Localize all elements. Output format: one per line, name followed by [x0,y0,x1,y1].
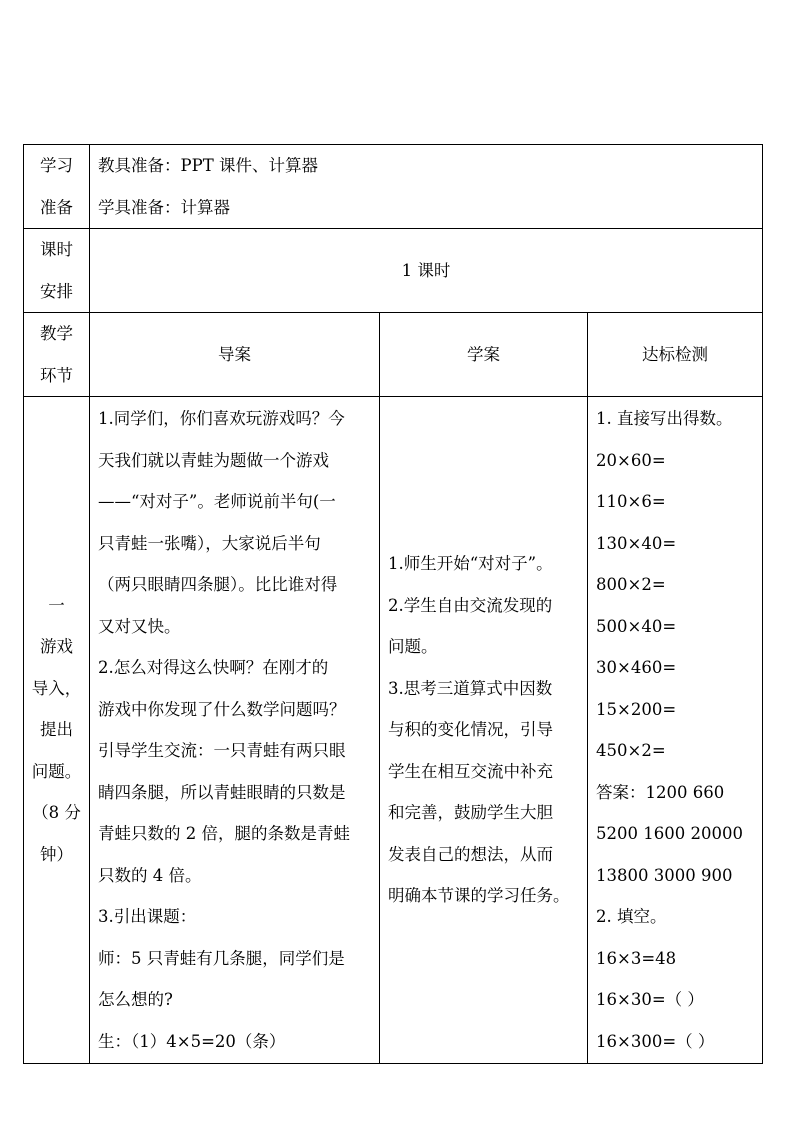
prep-content-cell [90,145,763,229]
stage1-guide-cell [90,397,380,1064]
guide-line: 只数的 4 倍。 [98,865,202,885]
column-header-guide [90,313,380,397]
guide-line: ——“对对子”。老师说前半句(一 [98,492,336,511]
learn-line: 发表自己的想法，从而 [388,844,553,864]
schedule-label-line-2: 安排 [40,281,73,301]
guide-line: 引导学生交流：一只青蛙有两只眼 [98,741,346,760]
column-header-check [588,313,763,397]
stage1-check-cell [588,397,763,1064]
stage1-label-cell [24,397,90,1064]
teacher-materials: 教具准备：PPT 课件、计算器 [98,156,318,175]
prep-label-line-1: 学习 [40,156,73,175]
guide-line: 生：（1）4×5=20（条） [98,1031,286,1051]
check-line: 13800 3000 900 [596,865,733,885]
check-line: 1. 直接写出得数。 [596,409,733,428]
schedule-label-line-1: 课时 [40,240,73,259]
header-row [24,313,763,397]
column-header-guide-text: 导案 [218,344,251,364]
learn-line: 学生在相互交流中补充 [388,761,553,781]
stage1-label-line-7: 钟） [40,844,73,864]
check-line: 答案：1200 660 [596,782,725,802]
learn-line: 与积的变化情况，引导 [388,720,553,740]
header-label-line-1: 教学 [40,324,73,343]
learn-line: 3.思考三道算式中因数 [388,678,553,698]
check-line: 5200 1600 20000 [596,824,743,843]
guide-line: 只青蛙一张嘴），大家说后半句 [98,533,321,553]
prep-label-line-2: 准备 [40,197,73,217]
guide-line: 天我们就以青蛙为题做一个游戏 [98,450,329,470]
check-line: 800×2= [596,575,666,594]
guide-line: 师：5 只青蛙有几条腿，同学们是 [98,948,345,968]
check-line: 450×2= [596,741,666,760]
learn-line: 和完善，鼓励学生大胆 [388,803,553,823]
learn-line: 明确本节课的学习任务。 [388,886,570,906]
guide-line: 睛四条腿，所以青蛙眼睛的只数是 [98,782,346,802]
guide-line: 游戏中你发现了什么数学问题吗？ [98,699,346,719]
check-line: 500×40= [596,616,677,636]
learn-line: 1.师生开始“对对子”。 [388,554,553,574]
header-label-line-2: 环节 [40,365,73,385]
stage1-label-line-6: （8 分 [32,803,81,823]
check-line: 16×3=48 [596,948,677,968]
student-materials: 学具准备：计算器 [98,197,230,217]
schedule-label-cell [24,229,90,313]
learn-line: 2.学生自由交流发现的 [388,595,553,615]
schedule-value: 1 课时 [401,260,451,280]
column-header-learn [380,313,588,397]
column-header-check-text: 达标检测 [642,344,708,364]
schedule-row [24,229,763,313]
stage1-learn-cell [380,397,588,1064]
stage1-label-line-2: 游戏 [40,637,73,657]
guide-line: 怎么想的? [98,990,173,1009]
check-line: 2. 填空。 [596,907,667,926]
stage1-label-line-3: 导入， [31,678,82,698]
check-line: 16×300=（ ） [596,1031,715,1051]
guide-line: 3.引出课题： [98,907,197,926]
learn-line: 问题。 [388,637,438,657]
column-header-learn-text: 学案 [467,344,500,364]
header-label-cell [24,313,90,397]
guide-line: 又对又快。 [98,616,181,636]
guide-line: （两只眼睛四条腿）。比比谁对得 [98,575,338,594]
guide-line: 2.怎么对得这么快啊？在刚才的 [98,658,329,677]
guide-line: 1.同学们，你们喜欢玩游戏吗？今 [98,409,345,428]
stage1-row [24,397,763,1064]
check-line: 130×40= [596,533,677,553]
prep-label-cell [24,145,90,229]
guide-line: 青蛙只数的 2 倍，腿的条数是青蛙 [98,824,350,843]
stage1-label-line-5: 问题。 [31,761,82,781]
schedule-value-cell [90,229,763,313]
stage1-label-line-1: 一 [48,595,65,615]
check-line: 16×30=（ ） [596,990,704,1009]
prep-row [24,145,763,229]
lesson-plan-table [23,144,763,1064]
check-line: 110×6= [596,492,666,511]
stage1-label-line-4: 提出 [40,720,73,740]
check-line: 20×60= [596,450,666,470]
check-line: 30×460= [596,658,677,677]
check-line: 15×200= [596,699,677,719]
